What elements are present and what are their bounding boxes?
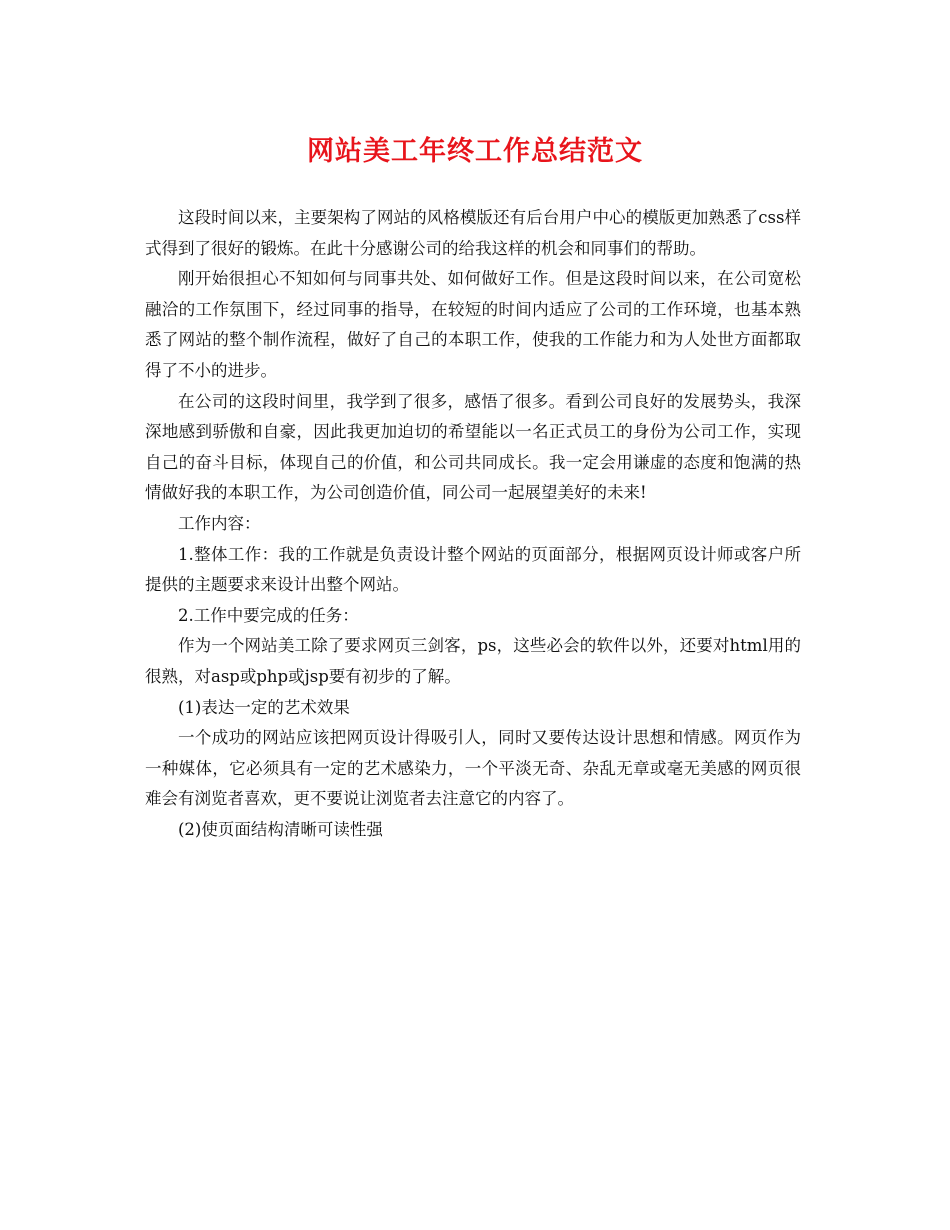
paragraph-skills: 作为一个网站美工除了要求网页三剑客，ps，这些必会的软件以外，还要对html用的很熟，对asp或php或jsp要有初步的了解。 (145, 636, 801, 686)
paragraph-adaptation: 刚开始很担心不知如何与同事共处、如何做好工作。但是这段时间以来，在公司宽松融洽的工作氛围下，经过同事的指导，在较短的时间内适应了公司的工作环境，也基本熟悉了网站的整个制作流程，做好了自己的本职工作，使我的工作能力和为人处世方面都取得了不小的进步。 (145, 269, 801, 380)
section-heading-tasks: 2.工作中要完成的任务： (178, 605, 359, 625)
subheading-artistic-effect: (1)表达一定的艺术效果 (178, 697, 350, 717)
paragraph-overall-work: 1.整体工作：我的工作就是负责设计整个网站的页面部分，根据网页设计师或客户所提供的主题要求来设计出整个网站。 (145, 544, 801, 595)
document-body (145, 203, 801, 845)
paragraph-artistic-effect: 一个成功的网站应该把网页设计得吸引人，同时又要传达设计思想和情感。网页作为一种媒体，它必须具有一定的艺术感染力，一个平淡无奇、杂乱无章或毫无美感的网页很难会有浏览者喜欢，更不要说让浏览者去注意它的内容了。 (145, 728, 801, 809)
paragraph-gratitude: 在公司的这段时间里，我学到了很多，感悟了很多。看到公司良好的发展势头，我深深地感到骄傲和自豪，因此我更加迫切的希望能以一名正式员工的身份为公司工作，实现自己的奋斗目标，体现自己的价值，和公司共同成长。我一定会用谦虚的态度和饱满的热情做好我的本职工作，为公司创造价值，同公司一起展望美好的未来! (145, 391, 801, 503)
document-title: 网站美工年终工作总结范文 (307, 136, 643, 167)
subheading-clear-structure: (2)使页面结构清晰可读性强 (178, 819, 383, 839)
paragraph-intro: 这段时间以来，主要架构了网站的风格模版还有后台用户中心的模版更加熟悉了css样式得到了很好的锻炼。在此十分感谢公司的给我这样的机会和同事们的帮助。 (145, 208, 801, 258)
section-heading-work-content: 工作内容： (178, 513, 261, 533)
